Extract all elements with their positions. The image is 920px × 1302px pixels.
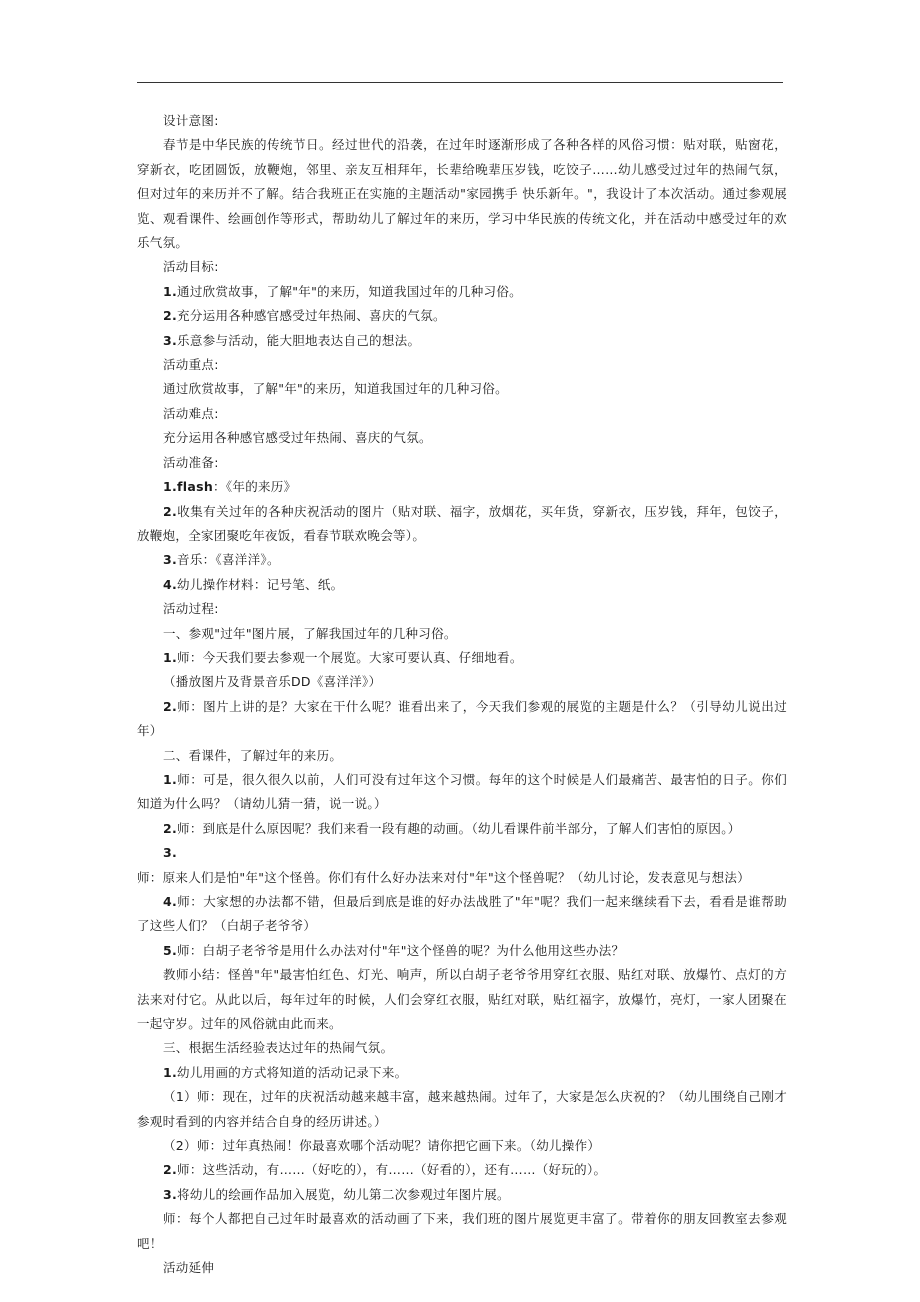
paragraph bbox=[137, 1061, 787, 1085]
paragraph bbox=[137, 768, 787, 817]
paragraph-number: 2. bbox=[163, 308, 178, 324]
paragraph bbox=[137, 377, 787, 401]
paragraph-number: 1. bbox=[163, 649, 178, 665]
paragraph-text: （2）师：过年真热闹！你最喜欢哪个活动呢？请你把它画下来。（幼儿操作） bbox=[163, 1138, 601, 1154]
paragraph-text: 充分运用各种感官感受过年热闹、喜庆的气氛。 bbox=[177, 308, 446, 324]
paragraph-number: 3. bbox=[163, 845, 178, 861]
paragraph bbox=[137, 1085, 787, 1134]
header-rule bbox=[137, 82, 783, 83]
paragraph-text: 二、看课件，了解过年的来历。 bbox=[163, 747, 343, 763]
paragraph bbox=[137, 939, 787, 963]
paragraph bbox=[137, 402, 787, 426]
paragraph bbox=[137, 475, 787, 499]
paragraph bbox=[137, 1183, 787, 1207]
paragraph-text: 活动准备: bbox=[163, 454, 219, 470]
paragraph-number: 4. bbox=[163, 576, 178, 592]
paragraph-text: 师：大家想的办法都不错，但最后到底是谁的好办法战胜了"年"呢？我们一起来继续看下去，看看是谁帮助了这些人们？（白胡子老爷爷） bbox=[137, 894, 787, 934]
paragraph-number: 4. bbox=[163, 894, 178, 909]
paragraph bbox=[137, 451, 787, 475]
paragraph-text: 通过欣赏故事，了解"年"的来历，知道我国过年的几种习俗。 bbox=[177, 283, 522, 299]
paragraph bbox=[137, 622, 787, 646]
paragraph-number: 3. bbox=[163, 552, 178, 568]
paragraph bbox=[137, 1158, 787, 1182]
paragraph-text: （播放图片及背景音乐DD《喜洋洋》） bbox=[163, 674, 382, 690]
paragraph-text: 乐意参与活动，能大胆地表达自己的想法。 bbox=[177, 332, 421, 348]
paragraph-text: 通过欣赏故事，了解"年"的来历，知道我国过年的几种习俗。 bbox=[163, 381, 508, 397]
paragraph-text: 三、根据生活经验表达过年的热闹气氛。 bbox=[163, 1040, 394, 1056]
paragraph bbox=[137, 695, 787, 744]
paragraph-text: 教师小结：怪兽"年"最害怕红色、灯光、响声，所以白胡子老爷爷用穿红衣服、贴红对联、放爆竹、点灯的方法来对付它。从此以后，每年过年的时候，人们会穿红衣服，贴红对联，贴红福字，放爆竹，亮灯，一家人团聚在一起守岁。过年的风俗就由此而来。 bbox=[137, 967, 787, 1032]
paragraph-number: 3. bbox=[163, 1186, 178, 1202]
document-body bbox=[137, 109, 787, 1281]
paragraph-text: 活动目标: bbox=[163, 259, 219, 275]
paragraph-text: 活动重点: bbox=[163, 357, 219, 373]
paragraph-text: 师：这些活动，有……（好吃的），有……（好看的），还有……（好玩的）。 bbox=[177, 1162, 607, 1178]
paragraph-number: 1.flash bbox=[163, 479, 214, 495]
paragraph bbox=[137, 500, 787, 549]
paragraph-text: （1）师：现在，过年的庆祝活动越来越丰富，越来越热闹。过年了，大家是怎么庆祝的？（幼儿围绕自己刚才参观时看到的内容并结合自身的经历讲述。） bbox=[137, 1089, 787, 1129]
paragraph bbox=[137, 255, 787, 279]
paragraph bbox=[137, 597, 787, 621]
paragraph bbox=[137, 353, 787, 377]
paragraph-text: 师：可是，很久很久以前，人们可没有过年这个习惯。每年的这个时候是人们最痛苦、最害怕的日子。你们知道为什么吗？（请幼儿猜一猜，说一说。） bbox=[137, 771, 787, 812]
paragraph bbox=[137, 426, 787, 450]
paragraph-text: 活动难点: bbox=[163, 405, 219, 421]
paragraph bbox=[137, 573, 787, 597]
paragraph bbox=[137, 1134, 787, 1158]
paragraph bbox=[137, 1036, 787, 1060]
paragraph-text: 充分运用各种感官感受过年热闹、喜庆的气氛。 bbox=[163, 430, 432, 446]
paragraph-number: 2. bbox=[163, 820, 178, 836]
paragraph-text: 师：每个人都把自己过年时最喜欢的活动画了下来，我们班的图片展览更丰富了。带着你的朋友回教室去参观吧！ bbox=[137, 1211, 787, 1251]
paragraph bbox=[137, 1256, 787, 1280]
paragraph-number: 3. bbox=[163, 332, 178, 348]
paragraph-number: 5. bbox=[163, 942, 178, 958]
paragraph-text: 幼儿用画的方式将知道的活动记录下来。 bbox=[177, 1064, 408, 1080]
paragraph-number: 1. bbox=[163, 1064, 178, 1080]
paragraph-text: 师：白胡子老爷爷是用什么办法对付"年"这个怪兽的呢？为什么他用这些办法？ bbox=[177, 942, 625, 958]
paragraph-text: 音乐：《喜洋洋》。 bbox=[177, 552, 280, 568]
paragraph-text: 师：图片上讲的是？大家在干什么呢？谁看出来了，今天我们参观的展览的主题是什么？（引导幼儿说出过年） bbox=[137, 698, 787, 739]
paragraph-text: 一、参观"过年"图片展，了解我国过年的几种习俗。 bbox=[163, 625, 457, 641]
paragraph bbox=[137, 1207, 787, 1256]
paragraph bbox=[137, 670, 787, 694]
paragraph bbox=[137, 890, 787, 939]
paragraph-text: 收集有关过年的各种庆祝活动的图片（贴对联、福字，放烟花，买年货，穿新衣，压岁钱，拜年，包饺子，放鞭炮，全家团聚吃年夜饭，看春节联欢晚会等）。 bbox=[137, 503, 787, 543]
paragraph-text: 师：原来人们是怕"年"这个怪兽。你们有什么好办法来对付"年"这个怪兽呢？（幼儿讨论，发表意见与想法） bbox=[137, 869, 750, 885]
paragraph bbox=[137, 304, 787, 328]
paragraph bbox=[137, 280, 787, 304]
paragraph bbox=[137, 548, 787, 572]
paragraph bbox=[137, 109, 787, 133]
paragraph-text: 将幼儿的绘画作品加入展览，幼儿第二次参观过年图片展。 bbox=[177, 1186, 510, 1202]
paragraph bbox=[137, 329, 787, 353]
paragraph bbox=[137, 817, 787, 841]
paragraph-text: 师：今天我们要去参观一个展览。大家可要认真、仔细地看。 bbox=[177, 649, 523, 665]
paragraph-number: 2. bbox=[163, 698, 178, 714]
paragraph-text: 活动过程: bbox=[163, 601, 219, 617]
paragraph-number: 2. bbox=[163, 503, 178, 519]
paragraph-text: 师：到底是什么原因呢？我们来看一段有趣的动画。（幼儿看课件前半部分，了解人们害怕的原因。） bbox=[177, 820, 741, 836]
paragraph bbox=[137, 133, 787, 255]
paragraph-text: 设计意图: bbox=[163, 113, 219, 128]
paragraph bbox=[137, 841, 787, 890]
paragraph-text: ：《年的来历》 bbox=[213, 479, 297, 495]
paragraph-text: 春节是中华民族的传统节日。经过世代的沿袭，在过年时逐渐形成了各种各样的风俗习惯：贴对联，贴窗花，穿新衣，吃团圆饭，放鞭炮，邻里、亲友互相拜年，长辈给晚辈压岁钱，吃饺子……幼儿感受过过年的热闹气氛，但对过年的来历并不了解。结合我班正在实施的主题活动"家园携手 快乐新年。"，我设计了本次活动。通过参观展览、观看课件、绘画创作等形式，帮助幼儿了解过年的来历，学习中华民族的传统文化，并在活动中感受过年的欢乐气氛。 bbox=[137, 137, 787, 251]
paragraph bbox=[137, 646, 787, 670]
paragraph-number: 1. bbox=[163, 771, 178, 787]
paragraph-text: 活动延伸 bbox=[163, 1260, 215, 1276]
paragraph-number: 1. bbox=[163, 283, 178, 299]
paragraph bbox=[137, 744, 787, 768]
paragraph-text: 幼儿操作材料：记号笔、纸。 bbox=[177, 576, 344, 592]
paragraph bbox=[137, 963, 787, 1036]
paragraph-number: 2. bbox=[163, 1162, 178, 1178]
